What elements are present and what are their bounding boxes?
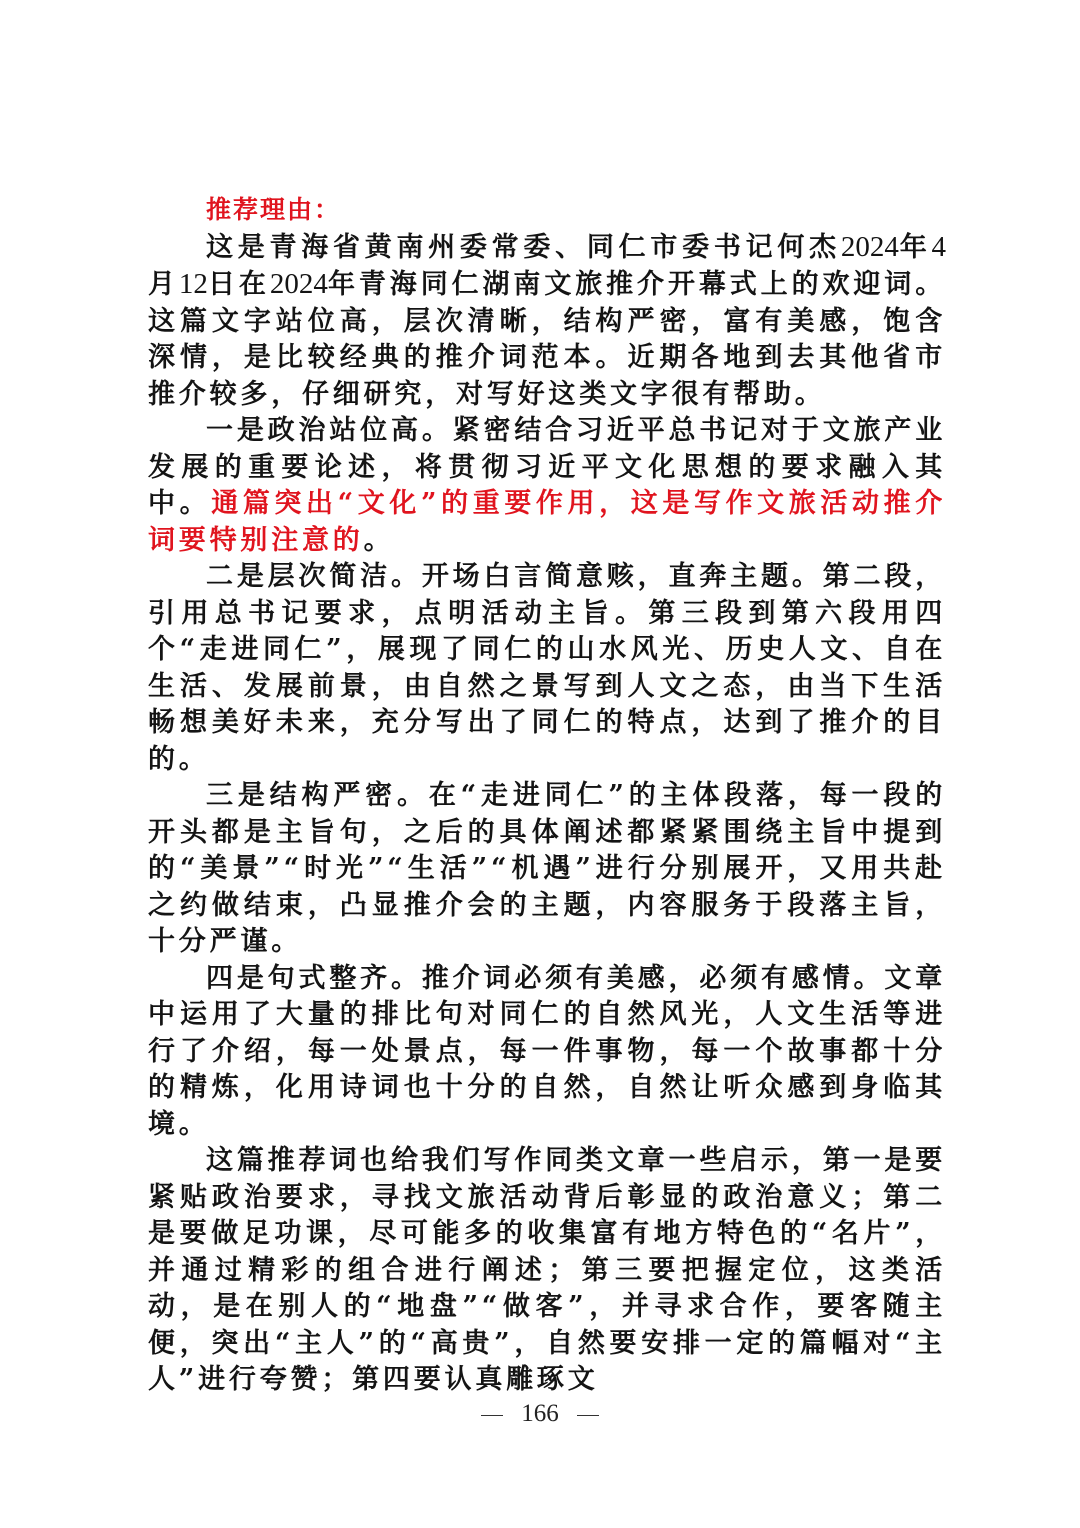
number-text: 4 [931,230,946,263]
text-segment: 三是结构严密。在“走进同仁”的主体段落，每一段的开头都是主旨句，之后的具体阐述都紧紧围绕主旨中提到的“美景”“时光”“生活”“机遇”进行分别展开，又用共赴之约做结束，凸显推介会的主题，内容服务于段落主旨，十分严谨。 [148,780,946,957]
paragraph-point-1 [148,413,946,559]
text-segment: 。 [363,524,395,556]
text-segment: 日在 [207,269,270,300]
document-page [148,192,946,1399]
page-number: 166 [521,1400,559,1427]
text-segment: 月 [148,269,179,300]
text-segment: 这篇推荐词也给我们写作同类文章一些启示，第一是要紧贴政治要求，寻找文旅活动背后彰显的政治意义；第二是要做足功课，尽可能多的收集富有地方特色的“名片”，并通过精彩的组合进行阐述；第三要把握定位，这类活动，是在别人的“地盘”“做客”，并寻求合作，要客随主便，突出“主人”的“高贵”，自然要安排一定的篇幅对“主人”进行夸赞；第四要认真雕琢文 [148,1145,946,1395]
number-text: 12 [178,268,208,300]
paragraph-point-3 [148,778,946,961]
highlighted-text: 通篇突出“文化”的重要作用，这是写作文旅活动推介词要特别注意的 [148,488,946,556]
paragraph-point-4 [148,961,946,1144]
paragraph-point-2 [148,559,946,778]
number-text: 2024 [840,230,899,263]
text-segment: 这是青海省黄南州委常委、同仁市委书记何杰 [206,231,841,263]
page-footer [0,1400,1080,1428]
footer-dash-left [481,1415,503,1417]
text-segment: 四是句式整齐。推介词必须有美感，必须有感情。文章中运用了大量的排比句对同仁的自然风光，人文生活等进行了介绍，每一处景点，每一件事物，每一个故事都十分的精炼，化用诗词也十分的自然，自然让听众感到身临其境。 [148,962,946,1140]
section-heading: 推荐理由： [206,195,342,224]
text-segment: 二是层次简洁。开场白言简意赅，直奔主题。第二段，引用总书记要求，点明活动主旨。第三段到第六段用四个“走进同仁”，展现了同仁的山水风光、历史人文、自在生活、发展前景，由自然之景写到人文之态，由当下生活畅想美好未来，充分写出了同仁的特点，达到了推介的目的。 [148,561,946,775]
text-segment: 年青海同仁湖南文旅推介开幕式上的欢迎词。这篇文字站位高，层次清晰，结构严密，富有美感，饱含深情，是比较经典的推介词范本。近期各地到去其他省市推介较多，仔细研究，对写好这类文字很有帮助。 [148,269,947,410]
text-segment: 年 [898,231,932,263]
text-segment: 一是政治站位高。紧密结合习近平总书记对于文旅产业发展的重要论述，将贯彻习近平文化思想的要求融入其中。 [148,415,946,519]
footer-dash-right [577,1415,599,1417]
document-body [148,229,946,1399]
paragraph-takeaways [148,1143,946,1399]
paragraph-intro [148,229,946,414]
number-text: 2024 [269,268,328,300]
